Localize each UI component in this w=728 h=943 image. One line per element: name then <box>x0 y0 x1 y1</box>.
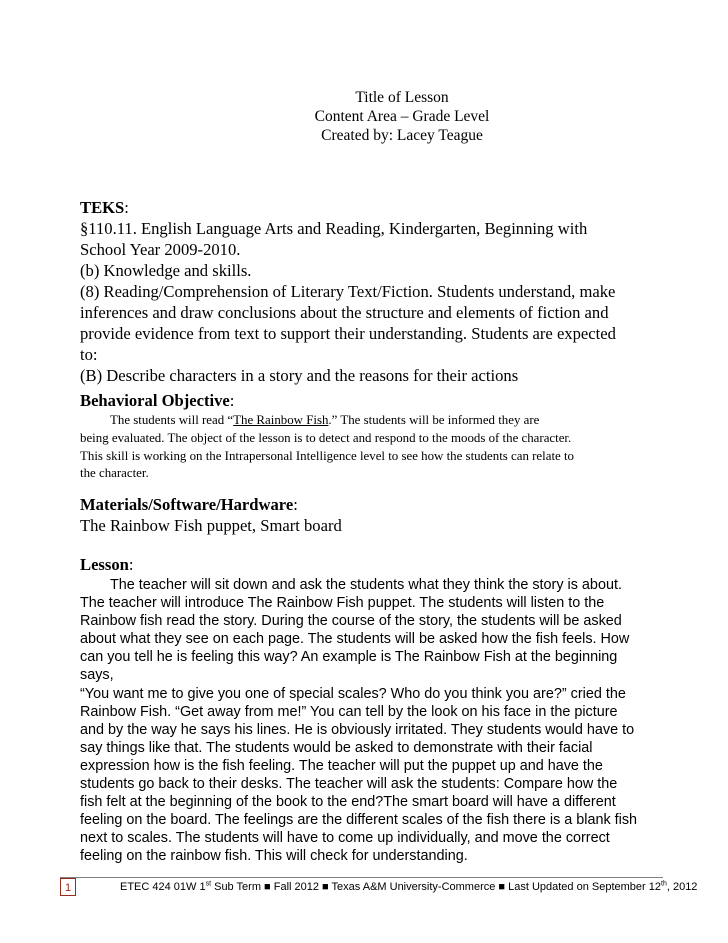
lesson-line: Rainbow Fish. “Get away from me!” You can tell by the look on his face in the picture <box>80 703 618 720</box>
materials-colon: : <box>293 495 298 514</box>
teks-heading: TEKS <box>80 198 125 217</box>
book-title: The Rainbow Fish <box>233 413 329 427</box>
lesson-line: can you tell he is feeling this way? An example is The Rainbow Fish at the beginning <box>80 649 618 666</box>
title-block <box>232 88 572 145</box>
behavioral-first-line <box>80 412 680 430</box>
lesson-first-line: The teacher will sit down and ask the students what they think the story is about. <box>110 577 622 593</box>
lesson-line: fish felt at the beginning of the book to the end?The smart board will have a different <box>80 794 616 811</box>
lesson-line: expression how is the fish feeling. The teacher will put the puppet up and have the <box>80 757 603 774</box>
lesson-colon: : <box>128 555 134 574</box>
lesson-line: and by the way he says his lines. He is obviously irritated. They students would have to <box>80 721 635 738</box>
lesson-line: about what they see on each page. The students will be asked how the fish feels. How <box>80 631 630 648</box>
lesson-heading-line <box>80 554 680 575</box>
lesson-line: says, <box>80 667 114 684</box>
teks-colon: : <box>124 198 129 217</box>
lesson-line: next to scales. The students will have to come up individually, and move the correct <box>80 830 610 847</box>
teks-line: §110.11. English Language Arts and Reading, Kindergarten, Beginning with <box>80 219 588 238</box>
behavioral-line: being evaluated. The object of the lesson is to detect and respond to the moods of the character. <box>80 430 572 445</box>
behavioral-colon: : <box>229 391 235 410</box>
teks-heading-line <box>80 197 680 218</box>
lesson-line: “You want me to give you one of special scales? Who do you think you are?” cried the <box>80 685 626 702</box>
materials-section <box>80 494 680 536</box>
teks-line: provide evidence from text to support their understanding. Students are expected <box>80 324 616 343</box>
footer-text <box>120 880 697 894</box>
materials-heading-line <box>80 494 680 515</box>
behavioral-heading: Behavioral Objective <box>80 391 230 410</box>
footer-info: Sub Term ■ Fall 2012 ■ Texas A&M University-Commerce ■ Last Updated on September 12 <box>211 881 661 893</box>
teks-line: to: <box>80 345 98 364</box>
content-area: Content Area – Grade Level <box>314 108 490 125</box>
lesson-title: Title of Lesson <box>355 89 449 106</box>
lesson-line: Rainbow fish read the story. During the course of the story, the students will be asked <box>80 613 622 630</box>
lesson-line: The teacher will introduce The Rainbow Fish puppet. The students will listen to the <box>80 595 605 612</box>
behavioral-text: .” The students will be informed they are <box>328 413 540 427</box>
footer-superscript: th <box>661 880 667 888</box>
author-line: Created by: Lacey Teague <box>321 127 483 144</box>
teks-line: inferences and draw conclusions about the structure and elements of fiction and <box>80 303 609 322</box>
teks-section <box>80 197 680 386</box>
lesson-line: say things like that. The students would be asked to demonstrate with their facial <box>80 739 593 756</box>
teks-line: (8) Reading/Comprehension of Literary Text/Fiction. Students understand, make <box>80 282 616 301</box>
behavioral-heading-line <box>80 390 680 411</box>
materials-text: The Rainbow Fish puppet, Smart board <box>80 516 342 535</box>
teks-line: School Year 2009-2010. <box>80 240 241 259</box>
teks-line: (b) Knowledge and skills. <box>80 261 252 280</box>
footer-course: ETEC 424 01W 1 <box>120 881 206 893</box>
lesson-line: feeling on the rainbow fish. This will check for understanding. <box>80 848 468 865</box>
lesson-line: students go back to their desks. The teacher will ask the students: Compare how the <box>80 776 618 793</box>
lesson-line: feeling on the board. The feelings are the different scales of the fish there is a blank fish <box>80 812 638 829</box>
page-number: 1 <box>60 878 76 896</box>
behavioral-line: the character. <box>80 466 149 481</box>
behavioral-section <box>80 390 680 483</box>
materials-heading: Materials/Software/Hardware <box>80 495 294 514</box>
footer-divider <box>60 877 663 878</box>
behavioral-text: The students will read “ <box>110 413 234 427</box>
footer-superscript: st <box>205 880 212 888</box>
teks-line: (B) Describe characters in a story and the reasons for their actions <box>80 366 519 385</box>
lesson-heading: Lesson <box>80 555 129 574</box>
lesson-section <box>80 554 680 866</box>
behavioral-line: This skill is working on the Intrapersonal Intelligence level to see how the students can relate to <box>80 448 575 463</box>
footer-year: , 2012 <box>666 881 698 893</box>
